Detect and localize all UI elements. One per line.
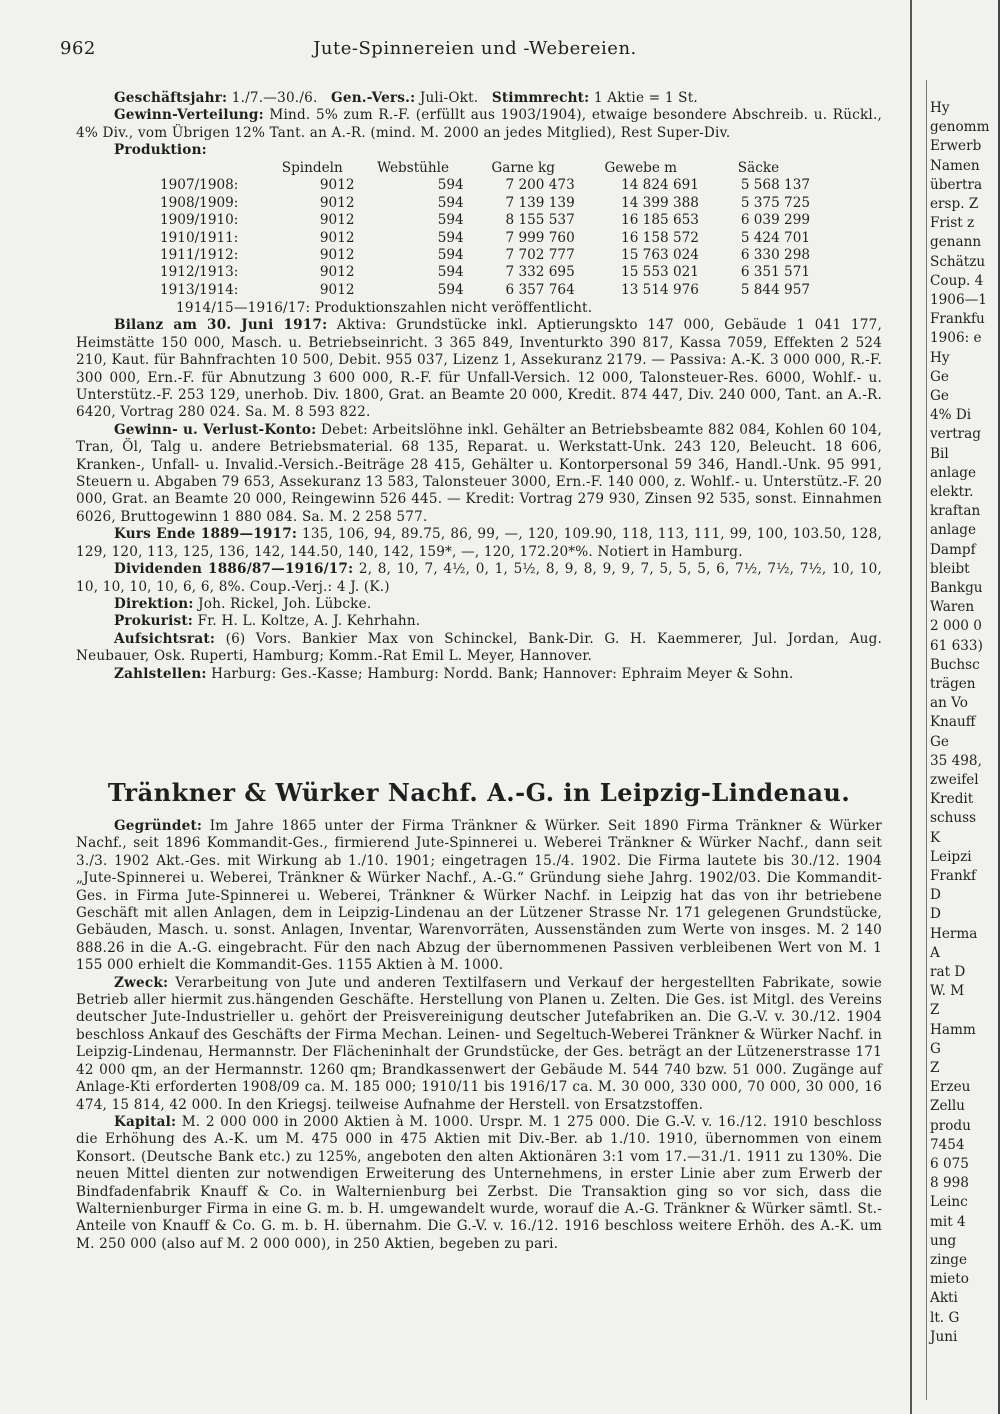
produktion-label: Produktion:	[114, 142, 207, 159]
row-year: 1909/1910:	[160, 212, 239, 229]
fragment-line: W. M	[930, 983, 965, 1000]
financial-section	[76, 300, 882, 683]
row-year: 1913/1914:	[160, 281, 239, 298]
cell-gewebe: 15 763 024	[621, 247, 699, 264]
page-header	[60, 38, 890, 68]
production-table	[76, 160, 814, 299]
cell-webstuehle: 594	[437, 229, 464, 246]
cell-saecke: 6 351 571	[740, 264, 810, 281]
cell-gewebe: 14 399 388	[621, 194, 699, 211]
fragment-line: Buchsc	[930, 656, 980, 673]
kurs-text: 135, 106, 94, 89.75, 86, 99, —, 120, 109.90, 118, 113, 111, 99, 100, 103.50, 128, 129, 120, 113, 125, 136, 142, 144.50, 140, 142, 159*, —, 120, 172.20*%. Notiert in Hamburg.	[76, 526, 882, 560]
running-title: Jute-Spinnereien und -Webereien.	[313, 38, 637, 59]
fragment-line: 1906: e	[930, 330, 982, 347]
fragment-line: Frankf	[930, 868, 977, 884]
cell-saecke: 5 844 957	[740, 281, 810, 298]
stimmrecht-text: 1 Aktie = 1 St.	[593, 90, 698, 106]
cell-webstuehle: 594	[437, 247, 464, 264]
stimmrecht-label: Stimmrecht:	[491, 90, 590, 106]
cell-webstuehle: 594	[437, 212, 464, 229]
cell-spindeln: 9012	[319, 264, 355, 281]
fragment-line: Knauff	[930, 714, 976, 731]
fragment-line: 2 000 0	[930, 618, 982, 635]
fragment-line: an Vo	[930, 695, 968, 712]
intro-section	[76, 90, 882, 160]
col-header-gewebe: Gewebe m	[604, 160, 678, 176]
fragment-line: 7454	[930, 1136, 965, 1153]
fragment-line: Schätzu	[930, 253, 986, 270]
fragment-line: Akti	[930, 1290, 958, 1307]
fragment-line: trägen	[930, 676, 976, 692]
zweck-label: Zweck:	[114, 974, 169, 991]
table-row	[76, 177, 814, 194]
fragment-line: Ge	[930, 368, 949, 385]
col-header-webstuehle: Webstühle	[377, 160, 450, 176]
dividenden-text: 2, 8, 10, 7, 4½, 0, 1, 5½, 8, 9, 8, 9, 9, 7, 5, 5, 5, 6, 7½, 7½, 7½, 10, 10, 10, 10, 10, 10, 6, 6, 8%. Coup.-Verj.: 4 J. (K.)	[76, 561, 882, 595]
fragment-line: anlage	[930, 522, 977, 539]
cell-gewebe: 14 824 691	[621, 177, 699, 194]
fragment-line: Dampf	[930, 541, 976, 558]
geschaeftsjahr-text: 1./7.—30./6.	[231, 90, 318, 106]
fragment-line: Erzeu	[930, 1079, 971, 1096]
table-row	[76, 282, 814, 299]
aufsichtsrat-label: Aufsichtsrat:	[114, 630, 216, 647]
fragment-line: anlage	[930, 464, 977, 481]
col-header-garne: Garne kg	[491, 160, 555, 176]
fragment-line: Herma	[930, 925, 978, 942]
fragment-line: elektr.	[930, 484, 974, 500]
fragment-line: 61 633)	[930, 637, 983, 654]
table-row	[76, 247, 814, 264]
geschaeftsjahr-label: Geschäftsjahr:	[114, 90, 228, 106]
bilanz-text: Aktiva: Grundstücke inkl. Aptierungskto 147 000, Gebäude 1 041 177, Heimstätte 150 000, Masch. u. Betriebseinricht. 3 365 849, Inventurkto 390 817, Kassa 7059, Effekten 2 524 210, Kaut. für Bahnfrachten 10 500, Debit. 955 037, Lizenz 1, Assekuranz 2179. — Passiva: A.-K. 3 000 000, R.-F. 300 000, Ern.-F. für Abnutzung 3 600 000, R.-F. für Unfall-Versich. 12 000, Talonsteuer-Res. 6000, Wohlf.- u. Unterstütz.-F. 253 129, unerhob. Div. 1800, Grat. an Beamte 20 000, Kredit. 874 447, Div. 240 000, Tant. an A.-R. 6420, Vortrag 280 024. Sa. M. 8 593 822.	[76, 317, 883, 421]
genvers-text: Juli-Okt.	[419, 90, 479, 106]
fragment-line: Zellu	[930, 1098, 965, 1115]
fragment-line: ersp. Z	[930, 196, 979, 212]
fragment-line: Waren	[930, 599, 975, 616]
cell-garne: 8 155 537	[505, 212, 575, 229]
row-year: 1908/1909:	[160, 194, 239, 211]
genvers-label: Gen.-Vers.:	[331, 90, 416, 106]
cell-saecke: 6 330 298	[740, 247, 810, 264]
table-row	[76, 212, 814, 229]
fragment-line: Frankfu	[930, 311, 985, 328]
cell-gewebe: 15 553 021	[621, 264, 699, 281]
cell-spindeln: 9012	[319, 194, 355, 211]
fragment-line: 1906—1	[930, 292, 987, 308]
fragment-line: 8 998	[930, 1175, 969, 1192]
fragment-line: Erwerb	[930, 138, 982, 155]
fragment-line: Hamm	[930, 1021, 976, 1038]
table-row	[76, 264, 814, 281]
gegruendet-text: Im Jahre 1865 unter der Firma Tränkner & Würker. Seit 1890 Firma Tränkner & Würker Nachf., seit 1896 Kommandit-Ges., firmierend Jute-Spinnerei u. Weberei Tränkner & Würker Nachf., dann seit 3./3. 1902 Akt.-Ges. mit Wirkung ab 1./10. 1901; eingetragen 15./4. 1902. Die Firma lautete bis 30./12. 1904 „Jute-Spinnerei u. Weberei, Tränkner & Würker Nachf., A.-G.“ Gründung siehe Jahrg. 1902/03. Die Kommandit-Ges. in Firma Jute-Spinnerei u. Weberei, Tränkner & Würker Nachf. in Leipzig hat das von ihr betriebene Geschäft mit allen Anlagen, dem in Leipzig-Lindenau an der Lützener Strasse Nr. 171 gelegenen Grundstücke, Gebäuden, Masch. u. sonst. Anlagen, Inventar, Warenvorräten, Aussenständen zum Werte von insges. M. 2 140 888.26 in die A.-G. eingebracht. Für den nach Abzug der übernommenen Passiven verbleibenen Wert von M. 1 155 000 erhielt die Kommandit-Ges. 1155 Aktien à M. 1000.	[76, 818, 882, 974]
cell-saecke: 5 568 137	[740, 177, 810, 194]
row-year: 1910/1911:	[160, 229, 239, 246]
gewinn-verteilung-text: Mind. 5% zum R.-F. (erfüllt aus 1903/1904), etwaige besondere Abschreib. u. Rückl., 4% Div., vom Übrigen 12% Tant. an A.-R. (mind. M. 2000 an jedes Mitglied), Rest Super-Div.	[76, 107, 882, 141]
fragment-line: 4% Di	[930, 407, 972, 424]
zahlstellen-text: Harburg: Ges.-Kasse; Hamburg: Nordd. Bank; Hannover: Ephraim Meyer & Sohn.	[211, 665, 794, 682]
cell-webstuehle: 594	[437, 264, 464, 281]
row-year: 1907/1908:	[160, 177, 239, 194]
fragment-line: 35 498,	[930, 752, 982, 769]
fragment-line: Leipzi	[930, 848, 972, 865]
row-year: 1912/1913:	[160, 264, 239, 281]
guv-label: Gewinn- u. Verlust-Konto:	[114, 421, 317, 438]
fragment-line: 6 075	[930, 1156, 969, 1172]
cell-garne: 7 139 139	[505, 194, 575, 211]
guv-text: Debet: Arbeitslöhne inkl. Gehälter an Betriebsbeamte 882 084, Kohlen 60 104, Tran, Öl, Talg u. andere Betriebsmaterial. 68 135, Reparat. u. Werkstatt-Unk. 243 120, Beleucht. 18 606, Kranken-, Unfall- u. Invalid.-Versich.-Beiträge 28 415, Gehälter u. Kontorpersonal 59 346, Handl.-Unk. 95 991, Steuern u. Abgaben 79 653, Assekuranz 13 583, Talonsteuer 3000, Ern.-F. 140 000, z. Wohlf.- u. Unterstütz.-F. 20 000, Grat. an Beamte 20 000, Reingewinn 526 445. — Kredit: Vortrag 279 930, Zinsen 92 535, sonst. Einnahmen 6026, Bruttogewinn 1 880 084. Sa. M. 2 258 577.	[76, 421, 882, 525]
prokurist-label: Prokurist:	[114, 613, 194, 630]
fragment-line: Frist z	[930, 215, 975, 232]
cell-saecke: 5 424 701	[740, 229, 810, 246]
fragment-line: D	[930, 887, 941, 904]
fragment-line: rat D	[930, 964, 966, 980]
cell-gewebe: 16 158 572	[621, 229, 699, 246]
cell-garne: 7 702 777	[505, 247, 575, 264]
fragment-line: G	[930, 1040, 941, 1057]
gegruendet-label: Gegründet:	[114, 818, 203, 834]
fragment-line: D	[930, 906, 941, 923]
fragment-line: mieto	[930, 1271, 969, 1288]
cell-webstuehle: 594	[437, 281, 464, 298]
table-row	[76, 195, 814, 212]
company-title: Tränkner & Würker Nachf. A.-G. in Leipzig-Lindenau.	[107, 778, 851, 807]
cell-spindeln: 9012	[319, 177, 355, 194]
fragment-line: Z	[930, 1060, 940, 1076]
fragment-line: K	[930, 829, 941, 846]
binding-edge	[910, 0, 912, 1414]
cell-gewebe: 16 185 653	[621, 212, 699, 229]
cell-webstuehle: 594	[437, 194, 464, 211]
fragment-line: Ge	[930, 388, 949, 404]
zweck-text: Verarbeitung von Jute und anderen Textilfasern und Verkauf der hergestellten Fabrikate, sowie Betrieb aller hiermit zus.hängenden Geschäfte. Herstellung von Planen u. Zelten. Die Ges. ist Mitgl. des Vereins deutscher Jute-Industrieller u. gehört der Preisvereinigung deutscher Jutefabriken an. Die G.-V. v. 30./12. 1904 beschloss Ankauf des Geschäfts der Firma Mechan. Leinen- und Segeltuch-Weberei Tränkner & Würker Nachf. in Leipzig-Lindenau, Hermannstr. Der Flächeninhalt der Grundstücke, der Ges. beträgt an der Lützenerstrasse 171 42 000 qm, an der Hermannstr. 1260 qm; Brandkassenwert der Gebäude M. 544 740 bzw. 51 000. Zugänge auf Anlage-Kti erforderten 1908/09 ca. M. 185 000; 1910/11 bis 1916/17 ca. M. 30 000, 330 000, 70 000, 30 000, 16 474, 15 814, 42 000. In den Kriegsj. teilweise Aufnahme der Herstell. von Ersatzstoffen.	[76, 974, 882, 1113]
fragment-line: übertra	[930, 176, 983, 193]
kurs-label: Kurs Ende 1889—1917:	[114, 526, 298, 543]
direktion-text: Joh. Rickel, Joh. Lübcke.	[198, 595, 372, 612]
production-header-row	[76, 160, 814, 177]
cell-garne: 6 357 764	[505, 281, 575, 298]
kapital-label: Kapital:	[114, 1113, 177, 1130]
kapital-text: M. 2 000 000 in 2000 Aktien à M. 1000. Urspr. M. 1 275 000. Die G.-V. v. 16./12. 1910 beschloss die Erhöhung des A.-K. um M. 475 000 in 475 Aktien mit Div.-Ber. ab 1./10. 1910, übernommen von einem Konsort. (Deutsche Bank etc.) zu 125%, angeboten den alten Aktionären 3:1 vom 17.—31./1. 1911 zu 130%. Die neuen Mittel dienten zur notwendigen Erweiterung des Unternehmens, in erster Linie aber zum Erwerb der Bindfadenfabrik Knauff & Co. in Walternienburg bei Zerbst. Die Transaktion ging so vor sich, dass die Walternienburger Firma in eine G. m. b. H. umgewandelt wurde, worauf die A.-G. Tränkner & Würker sämtl. St.-Anteile von Knauff & Co. G. m. b. H. übernahm. Die G.-V. v. 16./12. 1916 beschloss weitere Erhöh. des A.-K. um M. 250 000 (also auf M. 2 000 000), in 250 Aktien, begeben zu pari.	[76, 1113, 882, 1252]
cell-spindeln: 9012	[319, 281, 355, 298]
fragment-line: Hy	[930, 100, 950, 116]
cell-garne: 7 999 760	[505, 229, 575, 246]
fragment-line: Leinc	[930, 1194, 968, 1211]
production-footnote: 1914/15—1916/17: Produktionszahlen nicht veröffentlicht.	[176, 300, 593, 316]
cell-saecke: 6 039 299	[740, 212, 810, 229]
direktion-label: Direktion:	[114, 595, 194, 612]
adjacent-page-fragments	[922, 0, 1000, 1414]
fragment-line: Bankgu	[930, 580, 983, 596]
table-row	[76, 230, 814, 247]
aufsichtsrat-text: (6) Vors. Bankier Max von Schinckel, Bank-Dir. G. H. Kaemmerer, Jul. Jordan, Aug. Neubauer, Osk. Ruperti, Hamburg; Komm.-Rat Emil L. Meyer, Hannover.	[76, 630, 882, 665]
fragment-line: lt. G	[930, 1309, 960, 1326]
bilanz-label: Bilanz am 30. Juni 1917:	[114, 317, 328, 334]
col-header-saecke: Säcke	[737, 160, 780, 176]
fragment-line: ung	[930, 1232, 957, 1249]
fragment-line: kraftan	[930, 503, 981, 520]
cell-garne: 7 200 473	[505, 177, 575, 194]
page-number: 962	[60, 38, 96, 59]
row-year: 1911/1912:	[160, 247, 239, 264]
fragment-line: produ	[930, 1117, 971, 1134]
prokurist-text: Fr. H. L. Koltze, A. J. Kehrhahn.	[197, 613, 421, 630]
cell-spindeln: 9012	[319, 212, 355, 229]
fragment-line: genomm	[930, 119, 990, 136]
cell-gewebe: 13 514 976	[621, 281, 699, 298]
fragment-line: zweifel	[930, 772, 979, 788]
company-section	[76, 818, 882, 1253]
fragment-line: vertrag	[930, 426, 981, 443]
fragment-line: Kredit	[930, 791, 974, 808]
fragment-line: Bil	[930, 445, 949, 462]
gewinn-verteilung-label: Gewinn-Verteilung:	[114, 107, 264, 124]
fragment-line: Z	[930, 1002, 940, 1019]
fragment-line: Ge	[930, 733, 949, 750]
fragment-line: Namen	[930, 157, 980, 174]
fragment-line: bleibt	[930, 560, 970, 577]
fragment-line: schuss	[930, 810, 977, 827]
col-header-spindeln: Spindeln	[281, 160, 343, 176]
fragment-line: Juni	[930, 1328, 958, 1345]
cell-saecke: 5 375 725	[740, 194, 810, 211]
fragment-line: zinge	[930, 1252, 968, 1268]
cell-spindeln: 9012	[319, 229, 355, 246]
cell-spindeln: 9012	[319, 247, 355, 264]
cell-garne: 7 332 695	[505, 264, 575, 281]
fragment-line: Hy	[930, 349, 950, 366]
cell-webstuehle: 594	[437, 177, 464, 194]
zahlstellen-label: Zahlstellen:	[114, 665, 207, 682]
fragment-line: mit 4	[930, 1213, 966, 1230]
fragment-line: Coup. 4	[930, 272, 984, 289]
fragment-line: A	[930, 944, 940, 961]
fragment-line: genann	[930, 234, 982, 251]
dividenden-label: Dividenden 1886/87—1916/17:	[114, 561, 354, 578]
